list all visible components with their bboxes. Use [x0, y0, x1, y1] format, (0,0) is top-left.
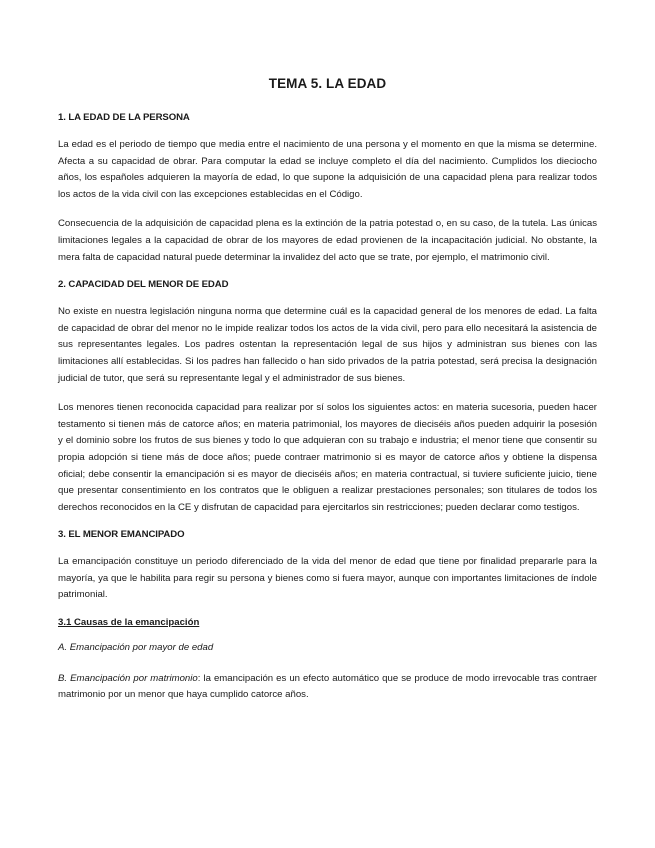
- cause-b: [58, 671, 597, 704]
- section-heading-1: 1. LA EDAD DE LA PERSONA: [58, 112, 190, 123]
- cause-b-text: : la emancipación es un efecto automático que se produce de modo irrevocable tras contraer matrimonio por un menor que haya cumplido catorce años.: [58, 672, 597, 701]
- paragraph: No existe en nuestra legislación ninguna norma que determine cuál es la capacidad general de los menores de edad. La falta de capacidad de obrar del menor no le impide realizar todos los actos de la vida civil, pero para ello necesitará la asistencia de sus representantes legales. Los padres ostentan la representación legal de sus hijos y administran sus bienes con las limitaciones allí establecidas. Si los padres han fallecido o han sido privados de la patria potestad, será precisa la designación judicial de tutor, que será su representante legal y el administrador de sus bienes.: [58, 306, 597, 384]
- cause-b-label: B. Emancipación por matrimonio: [58, 672, 198, 684]
- subsection-heading: 3.1 Causas de la emancipación: [58, 617, 200, 629]
- cause-a-label: A. Emancipación por mayor de edad: [58, 642, 214, 654]
- page-title: TEMA 5. LA EDAD: [268, 76, 387, 91]
- paragraph: Los menores tienen reconocida capacidad para realizar por sí solos los siguientes actos: en materia sucesoria, pueden hacer testamento si tienen más de catorce años; en materia patrimonial, los mayores de dieciséis años pueden adquirir la posesión y el dominio sobre los frutos de sus bienes y todo lo que adquieran con su trabajo e industria; el menor tiene que consentir su propia adopción si tiene más de doce años; puede contraer matrimonio si es mayor de catorce años y obtiene la dispensa oficial; debe consentir la emancipación si es mayor de dieciséis años; en materia contractual, si tuviere suficiente juicio, tiene que presentar consentimiento en los contratos que le obliguen a realizar prestaciones personales; son titulares de todos los derechos reconocidos en la CE y disfrutan de capacidad para ejercitarlos sin restricciones; pueden declarar como testigos.: [58, 402, 597, 513]
- cause-a: [58, 640, 597, 657]
- section-heading-3: 3. EL MENOR EMANCIPADO: [58, 529, 185, 541]
- paragraph: La edad es el periodo de tiempo que media entre el nacimiento de una persona y el momento en que la misma se determine. Afecta a su capacidad de obrar. Para computar la edad se incluye completo el día del nacimiento. Cumplidos los dieciocho años, los españoles adquieren la mayoría de edad, lo que supone la adquisición de una capacidad plena para realizar todos los actos de la vida civil con las excepciones establecidas en el Código.: [58, 139, 597, 200]
- section-heading-2: 2. CAPACIDAD DEL MENOR DE EDAD: [58, 279, 229, 291]
- paragraph: La emancipación constituye un periodo diferenciado de la vida del menor de edad que tiene por finalidad prepararle para la mayoría, ya que le habilita para regir su persona y bienes como si fuera mayor, aunque con importantes limitaciones de índole patrimonial.: [58, 556, 597, 601]
- paragraph: Consecuencia de la adquisición de capacidad plena es la extinción de la patria potestad o, en su caso, de la tutela. Las únicas limitaciones legales a la capacidad de obrar de los mayores de edad provienen de la incapacitación judicial. No obstante, la mera falta de capacidad natural puede determinar la invalidez del acto que se trate, por ejemplo, el matrimonio civil.: [58, 218, 597, 263]
